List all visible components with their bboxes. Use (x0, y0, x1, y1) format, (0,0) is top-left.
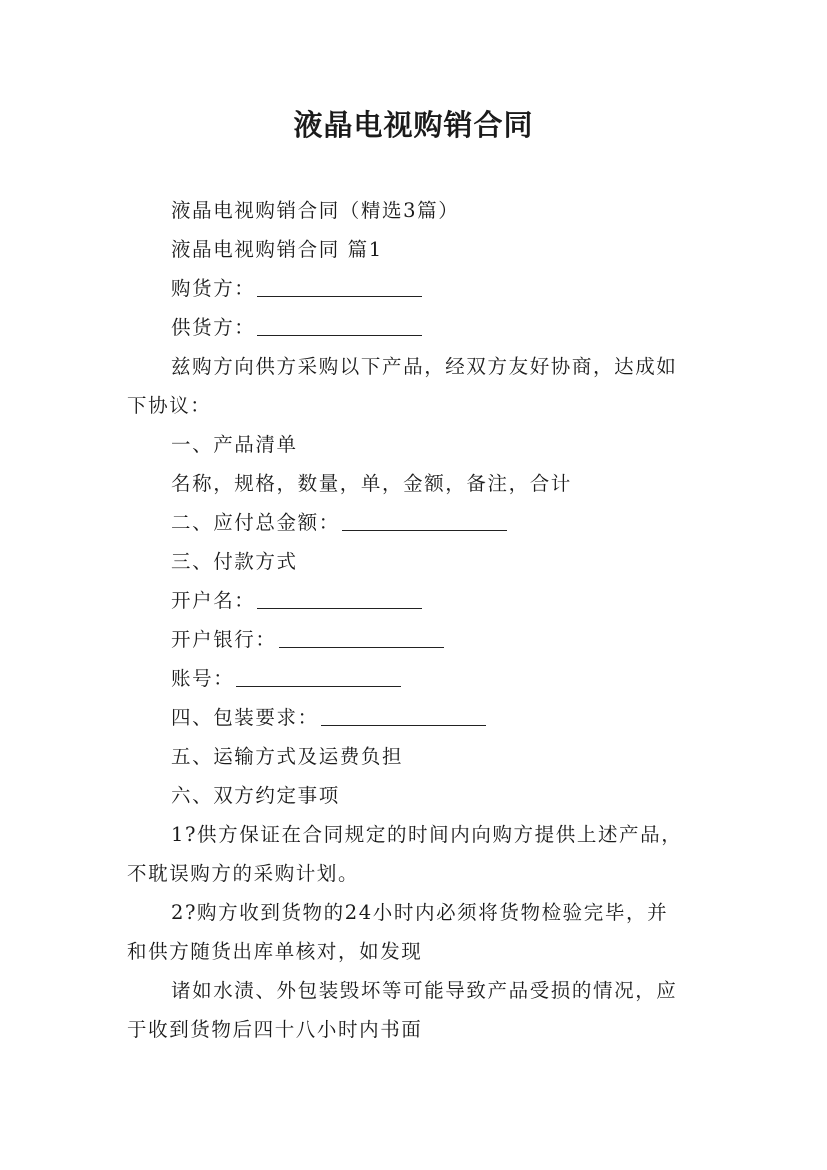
buyer-label: 购货方： (171, 277, 256, 300)
packaging-blank (321, 699, 486, 726)
section-6-heading: 六、双方约定事项 (171, 784, 340, 807)
total-amount-blank (342, 504, 507, 531)
item-3-line-1: 诸如水渍、外包装毁坏等可能导致产品受损的情况，应 (171, 979, 678, 1002)
section-5-heading: 五、运输方式及运费负担 (171, 745, 404, 768)
item-2-line-1: 2?购方收到货物的24小时内必须将货物检验完毕，并 (171, 901, 669, 924)
packaging-line (127, 699, 717, 737)
bank-line (127, 621, 717, 659)
part-heading: 液晶电视购销合同 篇1 (171, 238, 383, 261)
document-title: 液晶电视购销合同 (293, 108, 534, 142)
item-1-line-1: 1?供方保证在合同规定的时间内向购方提供上述产品， (171, 823, 683, 846)
seller-blank (257, 309, 422, 336)
section-1-heading: 一、产品清单 (171, 433, 298, 456)
intro-line-2: 下协议： (127, 394, 212, 417)
total-amount-line (127, 504, 717, 542)
account-no-line (127, 660, 717, 698)
account-no-blank (236, 660, 401, 687)
item-2-line-2: 和供方随货出库单核对，如发现 (127, 940, 423, 963)
account-name-blank (257, 582, 422, 609)
product-fields: 名称，规格，数量，单，金额，备注，合计 (171, 472, 572, 495)
buyer-line (127, 270, 717, 308)
packaging-label: 四、包装要求： (171, 706, 319, 729)
total-amount-label: 二、应付总金额： (171, 511, 340, 534)
account-no-label: 账号： (171, 667, 235, 690)
buyer-blank (257, 270, 422, 297)
item-1-line-2: 不耽误购方的采购计划。 (127, 862, 360, 885)
seller-label: 供货方： (171, 316, 256, 339)
account-name-label: 开户名： (171, 589, 256, 612)
seller-line (127, 309, 717, 347)
bank-blank (279, 621, 444, 648)
document-subtitle: 液晶电视购销合同（精选3篇） (171, 199, 460, 222)
account-name-line (127, 582, 717, 620)
item-3-line-2: 于收到货物后四十八小时内书面 (127, 1018, 423, 1041)
intro-line-1: 兹购方向供方采购以下产品，经双方友好协商，达成如 (171, 355, 678, 378)
bank-label: 开户银行： (171, 628, 277, 651)
section-3-heading: 三、付款方式 (171, 550, 298, 573)
